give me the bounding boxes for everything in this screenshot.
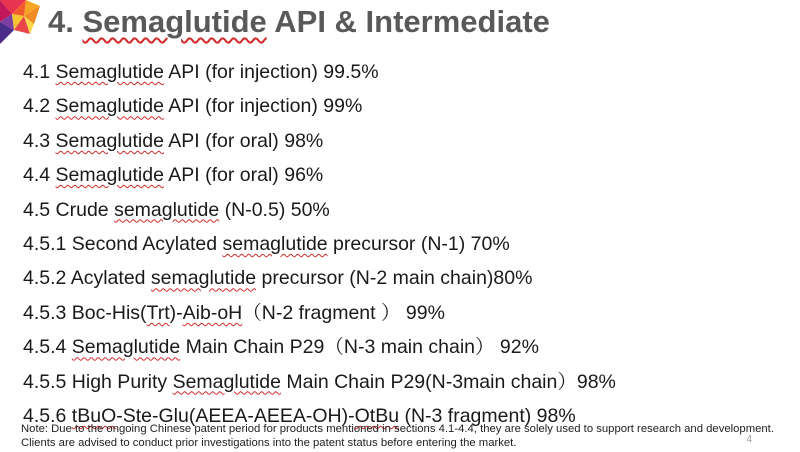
slide-title: 4. Semaglutide API & Intermediate <box>48 4 550 39</box>
list-item: 4.5.6 tBuO-Ste-Glu(AEEA-AEEA-OH)-OtBu (N-3 fragment) 98% <box>23 405 576 428</box>
patent-note: Note: Due to the ongoing Chinese patent period for products mentioned in sections 4.1-4.4, they are solely used to support research and development. Clients are advised to conduct prior investigations into the patent status before entering the market. <box>21 423 774 449</box>
list-item: 4.3 Semaglutide API (for oral) 98% <box>23 129 324 152</box>
list-item: 4.5.1 Second Acylated semaglutide precursor (N-1) 70% <box>23 233 510 256</box>
list-item: 4.2 Semaglutide API (for injection) 99% <box>23 95 363 118</box>
list-item: 4.1 Semaglutide API (for injection) 99.5% <box>23 61 379 83</box>
list-item: 4.5 Crude semaglutide (N-0.5) 50% <box>23 198 330 221</box>
list-item: 4.5.2 Acylated semaglutide precursor (N-2 main chain)80% <box>23 267 533 290</box>
list-item: 4.5.3 Boc-His(Trt)-Aib-oH（N-2 fragment ） 99% <box>23 301 445 324</box>
logo-icon <box>0 0 44 46</box>
list-item: 4.4 Semaglutide API (for oral) 96% <box>23 164 324 187</box>
product-list <box>23 55 793 433</box>
page-number: 4 <box>746 434 752 445</box>
list-item: 4.5.4 Semaglutide Main Chain P29（N-3 main chain） 92% <box>23 336 539 359</box>
list-item: 4.5.5 High Purity Semaglutide Main Chain P29(N-3main chain）98% <box>23 370 616 393</box>
